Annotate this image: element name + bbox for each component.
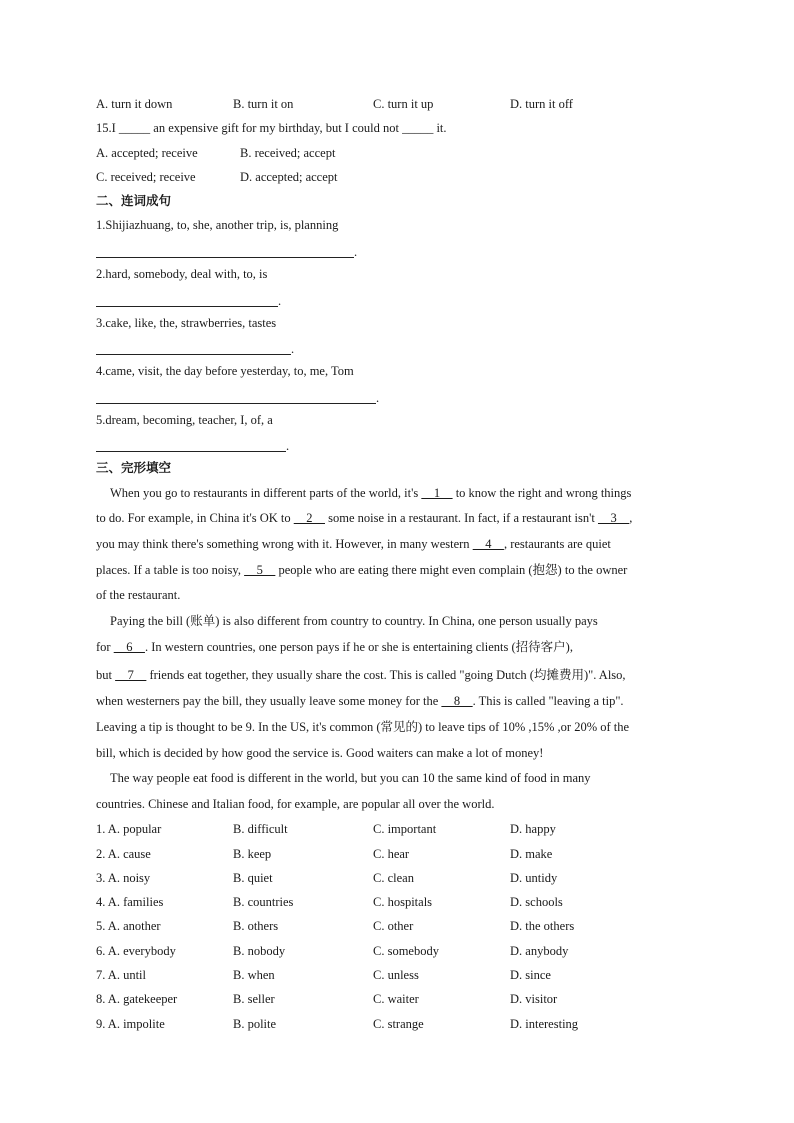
s2-item3-prompt: 3.cake, like, the, strawberries, tastes bbox=[96, 315, 277, 330]
option-b[interactable]: B. seller bbox=[233, 992, 275, 1007]
s2-item4-answer-line[interactable]: . bbox=[96, 384, 706, 408]
q15-option-d[interactable]: D. accepted; accept bbox=[240, 169, 338, 184]
cloze-blank[interactable]: 3 bbox=[597, 511, 630, 526]
s2-item4-prompt: 4.came, visit, the day before yesterday, to, me, Tom bbox=[96, 364, 354, 379]
option-b[interactable]: B. when bbox=[233, 968, 275, 983]
option-c[interactable]: C. hospitals bbox=[373, 895, 433, 910]
option-d[interactable]: D. schools bbox=[510, 895, 563, 910]
passage-line: Paying the bill (账单) is also different from country to country. In China, one person usually pays bbox=[110, 613, 598, 628]
option-a[interactable]: 1. A. popular bbox=[96, 822, 162, 837]
cloze-options bbox=[96, 817, 706, 1036]
option-a[interactable]: 3. A. noisy bbox=[96, 870, 151, 885]
q14-option-c[interactable]: C. turn it up bbox=[373, 97, 434, 111]
q15-options-row1 bbox=[96, 141, 706, 165]
passage-line: you may think there's something wrong with it. However, in many western 4 , restaurants are quiet bbox=[96, 536, 611, 551]
s2-item3-answer-line[interactable]: . bbox=[96, 335, 706, 359]
cloze-blank[interactable]: 7 bbox=[115, 667, 147, 682]
q14-option-d[interactable]: D. turn it off bbox=[510, 97, 573, 111]
option-d[interactable]: D. anybody bbox=[510, 943, 569, 958]
passage-line: but 7 friends eat together, they usually share the cost. This is called "going Dutch (均摊费用)". Also, bbox=[96, 667, 626, 682]
cloze-blank[interactable]: 8 bbox=[441, 694, 473, 709]
cloze-question-row bbox=[96, 939, 706, 963]
option-d[interactable]: D. visitor bbox=[510, 992, 558, 1007]
option-a[interactable]: 4. A. families bbox=[96, 895, 164, 910]
option-a[interactable]: 9. A. impolite bbox=[96, 1016, 165, 1031]
passage-line: countries. Chinese and Italian food, for example, are popular all over the world. bbox=[96, 796, 495, 811]
s2-item5-prompt: 5.dream, becoming, teacher, I, of, a bbox=[96, 412, 273, 427]
cloze-blank[interactable]: 4 bbox=[472, 536, 504, 551]
option-b[interactable]: B. difficult bbox=[233, 822, 288, 837]
passage-line: When you go to restaurants in different parts of the world, it's 1 to know the right and wrong things bbox=[110, 485, 632, 500]
q14-option-a[interactable]: A. turn it down bbox=[96, 97, 173, 111]
section2-title: 二、连词成句 bbox=[96, 193, 172, 209]
cloze-question-row bbox=[96, 914, 706, 938]
passage-line: for 6 . In western countries, one person pays if he or she is entertaining clients (招待客户), bbox=[96, 640, 573, 655]
passage-line: of the restaurant. bbox=[96, 588, 181, 603]
passage-line: Leaving a tip is thought to be 9. In the US, it's common (常见的) to leave tips of 10% ,15% ,or 20% of the bbox=[96, 719, 630, 734]
option-b[interactable]: B. polite bbox=[233, 1016, 277, 1031]
cloze-question-row bbox=[96, 817, 706, 841]
passage-line: places. If a table is too noisy, 5 people who are eating there might even complain (抱怨) to the owner bbox=[96, 562, 628, 577]
passage-line: bill, which is decided by how good the service is. Good waiters can make a lot of money! bbox=[96, 745, 544, 760]
option-c[interactable]: C. waiter bbox=[373, 992, 419, 1007]
option-a[interactable]: 7. A. until bbox=[96, 968, 147, 983]
cloze-question-row bbox=[96, 866, 706, 890]
q14-option-b[interactable]: B. turn it on bbox=[233, 97, 294, 111]
cloze-passage bbox=[96, 481, 706, 818]
q15-option-b[interactable]: B. received; accept bbox=[240, 145, 336, 160]
option-d[interactable]: D. happy bbox=[510, 822, 556, 837]
section3-title: 三、完形填空 bbox=[96, 460, 172, 476]
option-d[interactable]: D. interesting bbox=[510, 1016, 579, 1031]
worksheet-page bbox=[96, 92, 706, 1036]
s2-item1-answer-line[interactable]: . bbox=[96, 238, 706, 262]
option-b[interactable]: B. keep bbox=[233, 846, 272, 861]
cloze-question-row bbox=[96, 890, 706, 914]
cloze-question-row bbox=[96, 987, 706, 1011]
option-a[interactable]: 2. A. cause bbox=[96, 846, 151, 861]
option-d[interactable]: D. untidy bbox=[510, 870, 558, 885]
cloze-question-row bbox=[96, 1012, 706, 1036]
cloze-question-row bbox=[96, 842, 706, 866]
option-d[interactable]: D. since bbox=[510, 968, 551, 983]
option-c[interactable]: C. important bbox=[373, 822, 437, 837]
option-d[interactable]: D. the others bbox=[510, 919, 575, 934]
q15-option-c[interactable]: C. received; receive bbox=[96, 169, 196, 184]
q14-options bbox=[96, 92, 706, 116]
s2-item2-prompt: 2.hard, somebody, deal with, to, is bbox=[96, 267, 268, 282]
passage-line: when westerners pay the bill, they usually leave some money for the 8 . This is called "leaving a tip". bbox=[96, 694, 624, 709]
q15-option-a[interactable]: A. accepted; receive bbox=[96, 145, 198, 160]
cloze-blank[interactable]: 5 bbox=[244, 562, 276, 577]
passage-line: to do. For example, in China it's OK to 2 some noise in a restaurant. In fact, if a restaurant isn't 3 , bbox=[96, 511, 633, 526]
option-d[interactable]: D. make bbox=[510, 846, 553, 861]
cloze-blank[interactable]: 6 bbox=[113, 640, 145, 655]
cloze-question-row bbox=[96, 963, 706, 987]
option-c[interactable]: C. hear bbox=[373, 846, 410, 861]
s2-item2-answer-line[interactable]: . bbox=[96, 286, 706, 310]
option-a[interactable]: 6. A. everybody bbox=[96, 943, 176, 958]
option-c[interactable]: C. strange bbox=[373, 1016, 424, 1031]
option-a[interactable]: 8. A. gatekeeper bbox=[96, 992, 178, 1007]
option-b[interactable]: B. others bbox=[233, 919, 279, 934]
q15-options-row2 bbox=[96, 165, 706, 189]
s2-item5-answer-line[interactable]: . bbox=[96, 432, 706, 456]
option-c[interactable]: C. other bbox=[373, 919, 414, 934]
option-a[interactable]: 5. A. another bbox=[96, 919, 161, 934]
cloze-blank[interactable]: 2 bbox=[293, 511, 325, 526]
option-b[interactable]: B. countries bbox=[233, 895, 294, 910]
q15-stem: 15.I _____ an expensive gift for my birthday, but I could not _____ it. bbox=[96, 121, 447, 136]
option-c[interactable]: C. somebody bbox=[373, 943, 439, 958]
option-b[interactable]: B. quiet bbox=[233, 870, 273, 885]
passage-line: The way people eat food is different in the world, but you can 10 the same kind of food in many bbox=[110, 771, 591, 786]
option-c[interactable]: C. clean bbox=[373, 870, 414, 885]
option-c[interactable]: C. unless bbox=[373, 968, 419, 983]
cloze-blank[interactable]: 1 bbox=[421, 485, 453, 500]
option-b[interactable]: B. nobody bbox=[233, 943, 286, 958]
s2-item1-prompt: 1.Shijiazhuang, to, she, another trip, is, planning bbox=[96, 218, 339, 233]
